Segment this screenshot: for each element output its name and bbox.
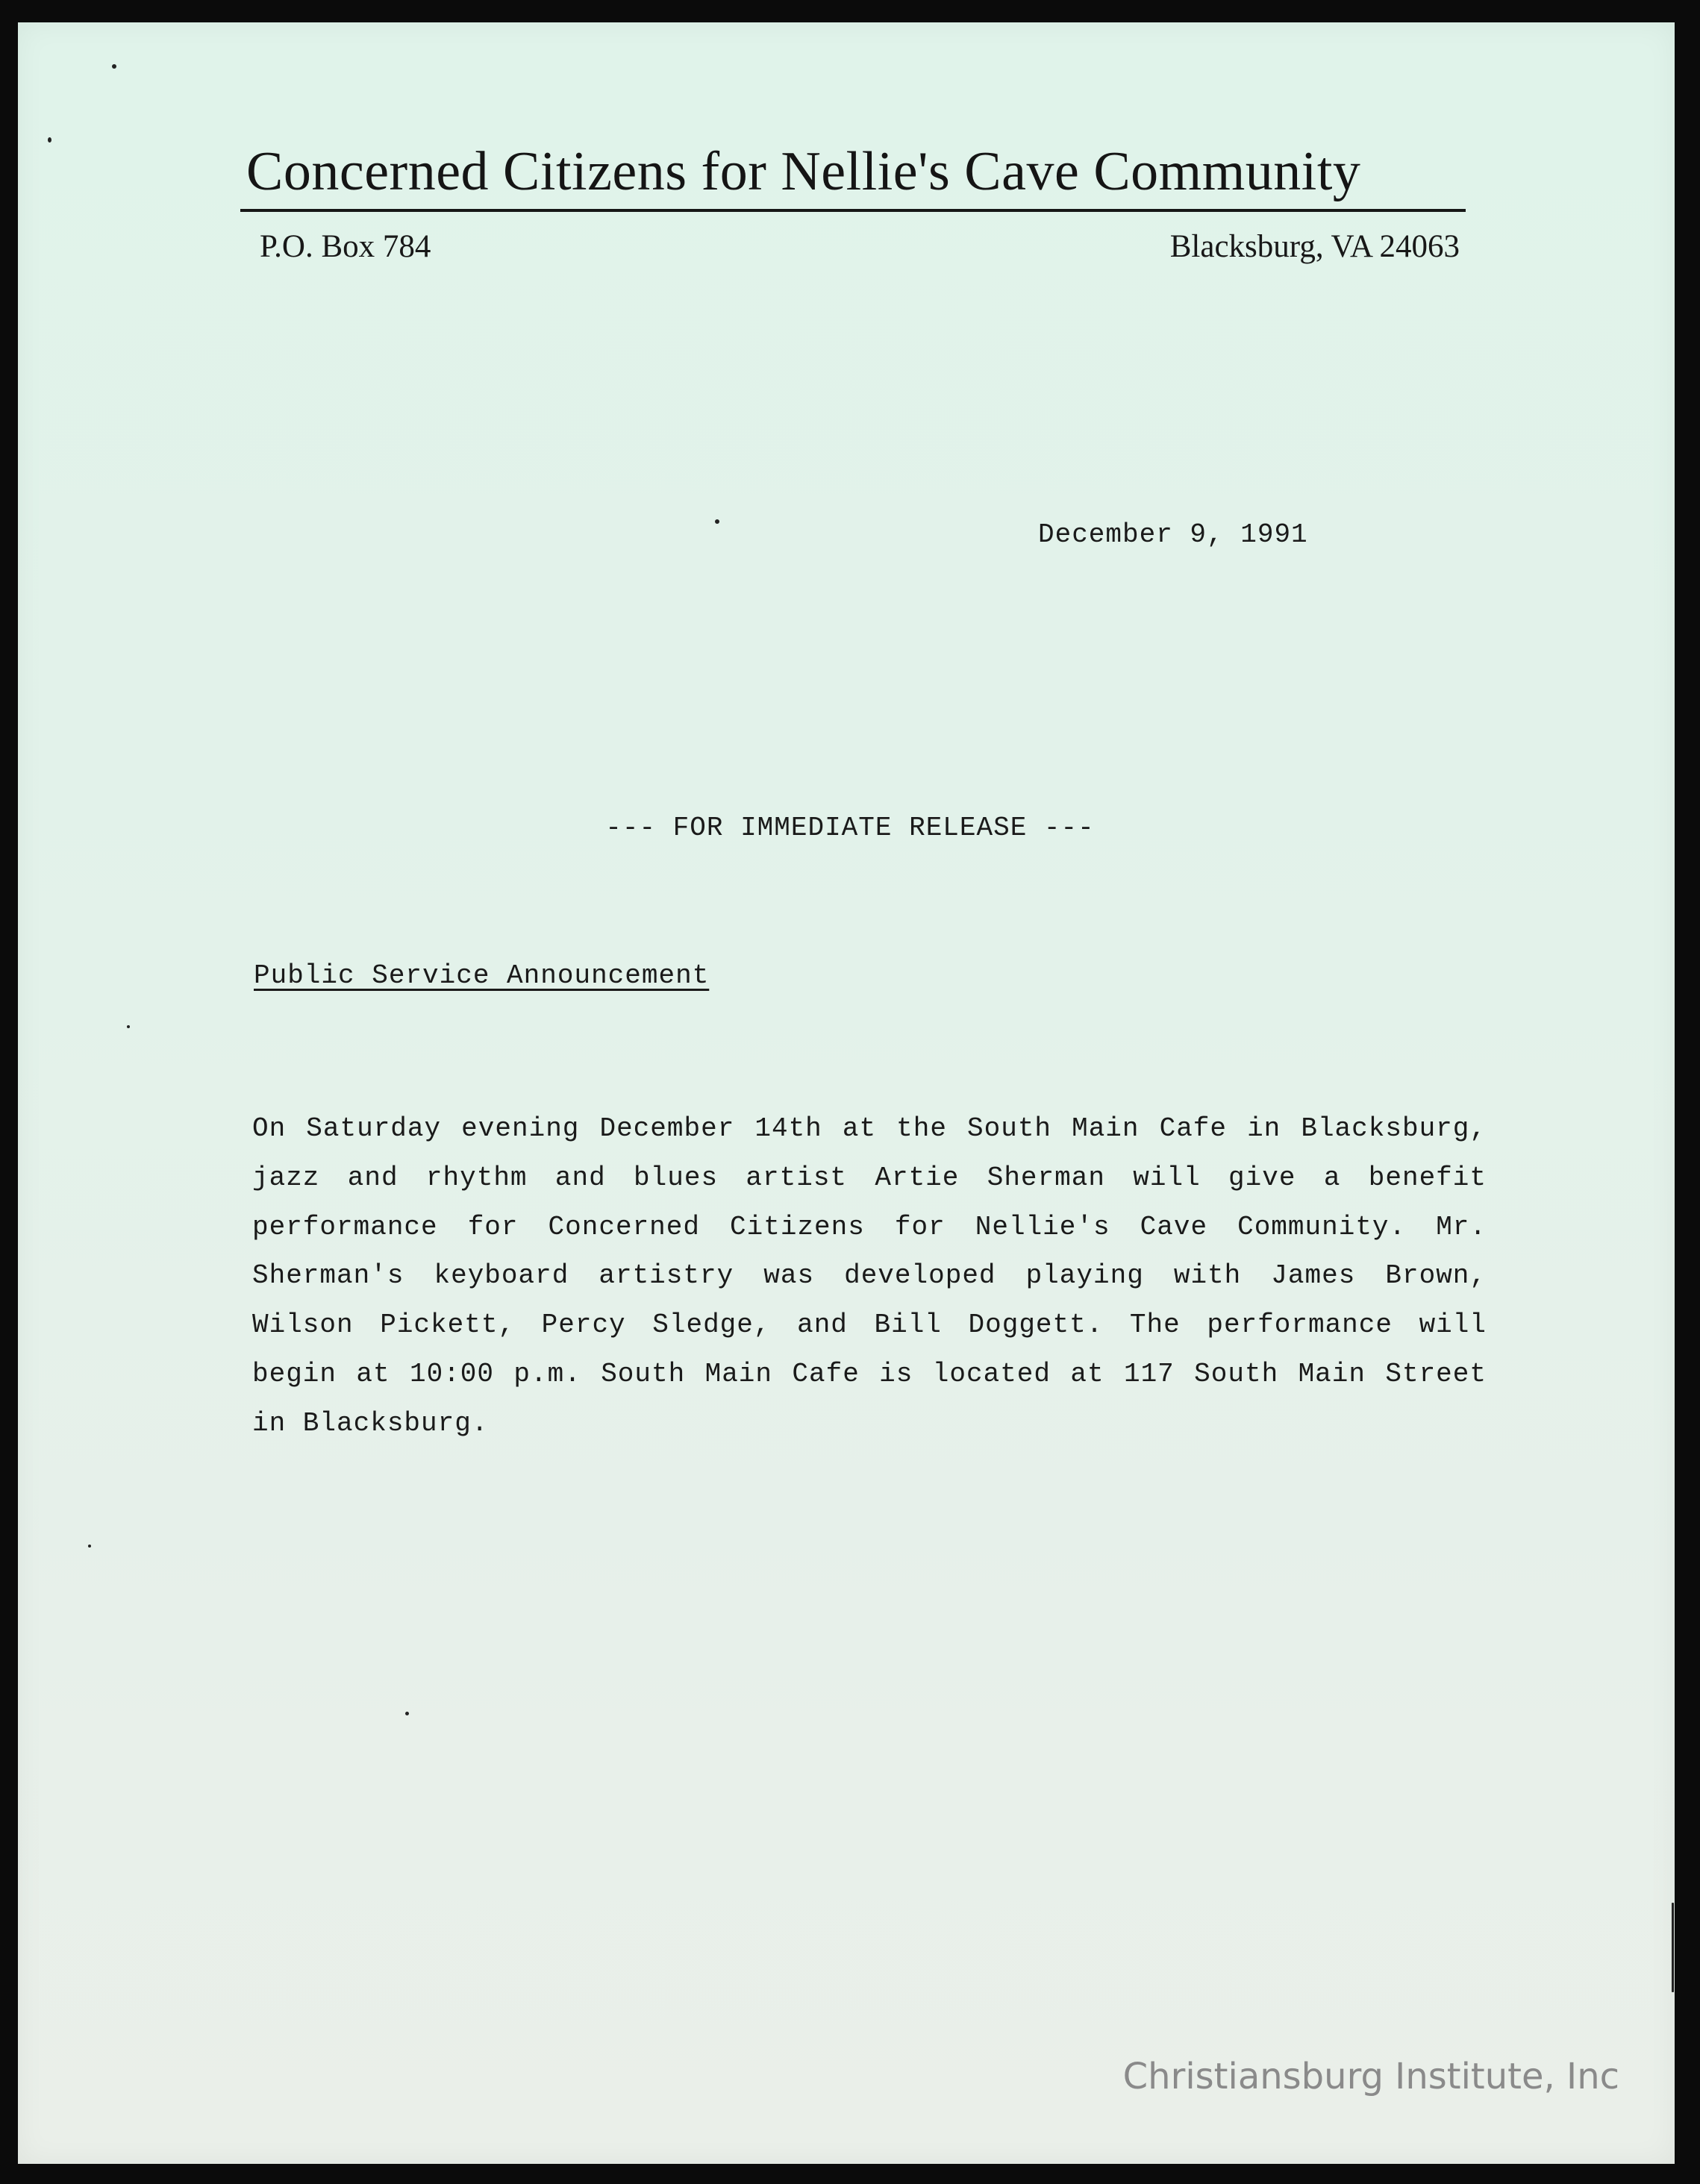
paper-sheet [18, 22, 1675, 2164]
letterhead-rule [240, 209, 1466, 212]
letter-date: December 9, 1991 [1038, 519, 1308, 550]
announcement-heading: Public Service Announcement [254, 960, 710, 991]
organization-name: Concerned Citizens for Nellie's Cave Community [246, 141, 1361, 202]
archive-watermark: Christiansburg Institute, Inc [1122, 2056, 1619, 2097]
po-box: P.O. Box 784 [260, 229, 431, 264]
release-line: --- FOR IMMEDIATE RELEASE --- [605, 813, 1095, 843]
announcement-body: On Saturday evening December 14th at the South Main Cafe in Blacksburg, jazz and rhythm and blues artist Artie Sherman will give a benefit performance for Concerned Citizens for Nellie's Cave Community. Mr. Sherman's keyboard artistry was developed playing with James Brown, Wilson Pickett, Percy Sledge, and Bill Doggett. The performance will begin at 10:00 p.m. South Main Cafe is located at 117 South Main Street in Blacksburg. [252, 1113, 1487, 1439]
city-state-zip: Blacksburg, VA 24063 [1169, 229, 1460, 264]
